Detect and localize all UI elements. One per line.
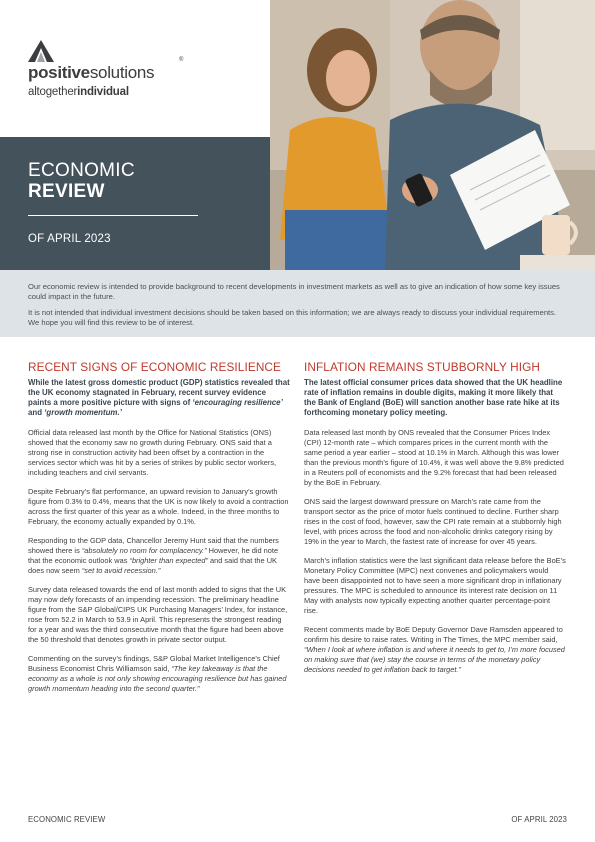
intro-paragraph-1: Our economic review is intended to provide background to recent developments in investment markets as well as to give an indication of how some key issues could impact in the future. [28,282,560,301]
intro-box [0,270,595,337]
paragraph: Data released last month by ONS revealed that the Consumer Prices Index (CPI) 12-month rate – which compares prices in the current month with the same period a year earlier – stood at 10.1% in March. Although this was lower than the previous month’s figure of 10.4%, it was well above the 9.8% predicted in a Reuters poll of economists and the 9.2% forecast that had been released by the BoE in February. [304,428,564,487]
title-line-1: ECONOMIC [28,160,135,181]
intro-paragraph-2: It is not intended that individual investment decisions should be taken based on this information; we are always ready to discuss your individual requirements. We hope you will find this review to be of interest. [28,308,557,327]
paragraph: Survey data released towards the end of last month added to signs that the UK may now defy forecasts of an impending recession. The preliminary headline figure from the S&P Global/CIPS UK Purchasing Managers’ Index, for instance, rose from 52.2 in March to 53.9 in April. This represents the strongest reading for a year and was the third consecutive month that the figure had been above the 50 threshold that denotes growth in private sector output. [28,585,288,644]
paragraph: Recent comments made by BoE Deputy Governor Dave Ramsden appeared to confirm his desire to raise rates. Writing in The Times, the MPC member said, “When I look at where inflation is and where it needs to get to, I’m more focused on making sure that (we) stay the course in terms of the monetary policy decisions needed to get inflation back to target.” [304,625,565,674]
couple-photo-illustration [270,0,595,270]
hero-photo [270,0,595,270]
footer-title: ECONOMIC REVIEW [28,815,106,824]
brand-name: positivesolutions [28,63,155,82]
brand-tagline: altogetherindividual [28,86,129,98]
section-lead-resilience: While the latest gross domestic product (GDP) statistics revealed that the UK economy stagnated in February, recent survey evidence paints a more positive picture with signs of ‘encouraging resilience’ and ‘growth momentum.’ [28,378,290,417]
section-lead-inflation: The latest official consumer prices data showed that the UK headline rate of inflation remains in double digits, making it more likely that the Bank of England (BoE) will sanction another base rate hike at its forthcoming monetary policy meeting. [304,378,563,417]
left-column [28,360,290,703]
paragraph: Commenting on the survey’s findings, S&P Global Market Intelligence’s Chief Business Economist Chris Williamson said, “The key takeaway is that the economy as a whole is not only showing encouraging resilience but has gained growth momentum heading into the second quarter.” [28,654,287,693]
paragraph: March’s inflation statistics were the last significant data release before the BoE’s Monetary Policy Committee (MPC) next convenes and policymakers would have been disappointed not to have seen a more significant drop in inflationary pressures. The MPC is scheduled to announce its interest rate decision on 11 May with analysts now typically expecting another quarter percentage-point rise. [304,556,566,615]
footer-date: OF APRIL 2023 [511,815,567,824]
right-column [304,360,566,684]
issue-date: OF APRIL 2023 [28,233,111,245]
paragraph: Despite February’s flat performance, an upward revision to January’s growth figure from 0.3% to 0.4%, means that the UK is now likely to avoid a contraction across the first quarter of this year as a whole. Indeed, in the three months to February, the economy actually expanded by 0.1%. [28,487,289,526]
paragraph: ONS said the largest downward pressure on March’s rate came from the transport sector as the price of motor fuels continued to decline. Further sharp rises in the cost of food, however, saw the CPI rate remain at a stubbornly high level, with prices across the food and non-alcoholic drinks category rising by 19% in the year to March, the fastest rate of increase for over 45 years. [304,497,562,546]
section-heading-inflation: INFLATION REMAINS STUBBORNLY HIGH [304,360,540,374]
paragraph: Responding to the GDP data, Chancellor Jeremy Hunt said that the numbers showed there is “absolutely no room for complacency.” However, he did note that the economic outlook was “brighter than expected” and said that the UK does now seem “set to avoid recession.” [28,536,279,575]
triangle-logo-icon [28,40,54,64]
title-divider [28,215,198,216]
logo-area [0,0,270,137]
paragraph: Official data released last month by the Office for National Statistics (ONS) showed that the economy saw no growth during February. ONS said that a strong rise in construction activity had been offset by a contraction in the services sector which was hit by a series of strikes by public sector workers, including teachers and civil servants. [28,428,277,477]
title-line-2: REVIEW [28,181,105,202]
registered-mark: ® [179,57,184,63]
page-title [28,160,135,202]
title-panel [0,137,270,270]
section-heading-resilience: RECENT SIGNS OF ECONOMIC RESILIENCE [28,360,282,374]
